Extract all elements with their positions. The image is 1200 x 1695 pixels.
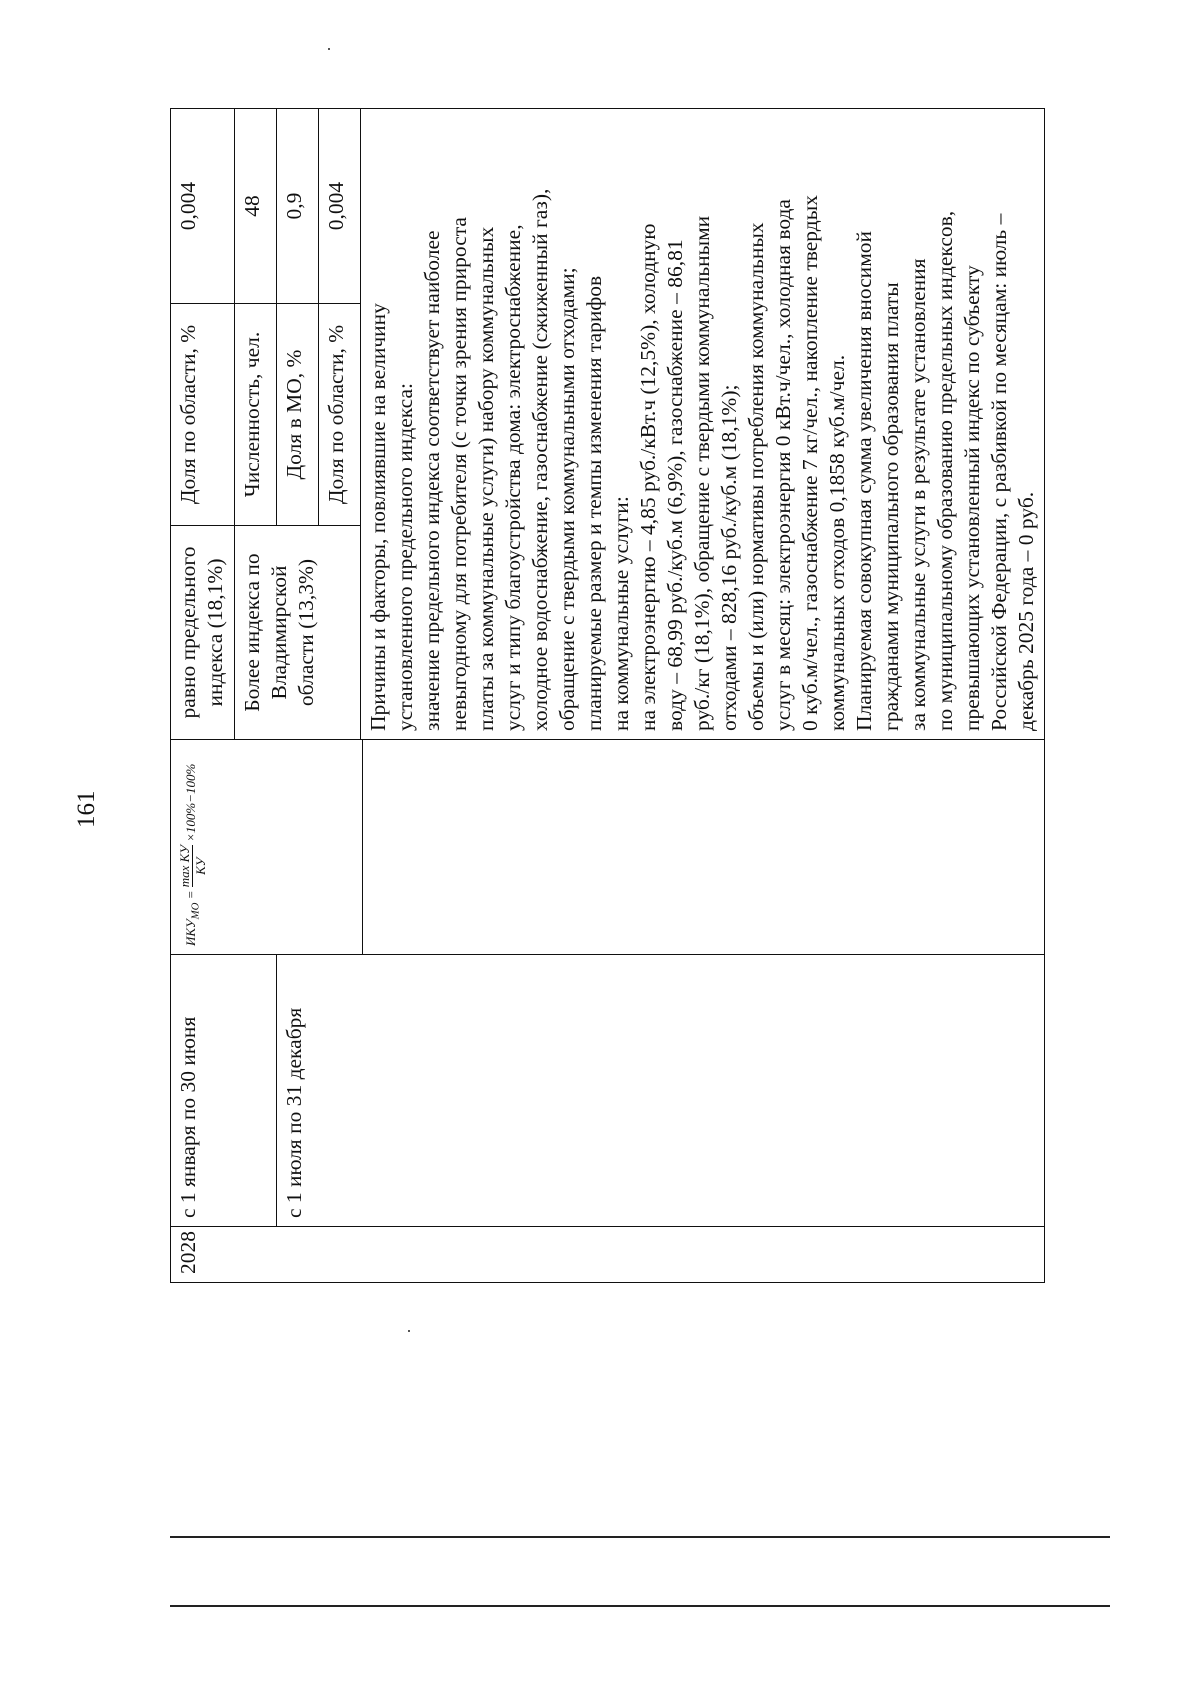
row-more-metric: Доля в МО, % [277, 304, 319, 526]
reasons-text [365, 117, 1040, 731]
reasons-line: значение предельного индекса соответствует наиболее [420, 230, 444, 731]
reasons-line: на коммунальные услуги: [609, 496, 633, 731]
divider-line [170, 1536, 1110, 1538]
reasons-line: обращение с твердыми коммунальными отходами; [555, 267, 579, 731]
formula-denominator: КУ [192, 857, 208, 875]
formula: $ИКУ_{МО}$ = max КУ КУ ×100%−100% [176, 763, 208, 946]
reasons-line: декабрь 2025 года – 0 руб. [1014, 491, 1038, 731]
reasons-line: услуг в месяц: электроэнергия 0 кВт.ч/чел., холодная вода [771, 199, 795, 731]
formula-cell-empty [363, 740, 1045, 955]
reasons-line: коммунальных отходов 0,1858 куб.м/чел. [825, 354, 849, 731]
reasons-line: установленного предельного индекса: [393, 383, 417, 731]
row-more-metric: Численность, чел. [235, 304, 277, 526]
reasons-line: холодное водоснабжение, газоснабжение (сжиженный газ), [528, 188, 552, 731]
scan-speck [328, 48, 330, 50]
reasons-line: платы за коммунальные услуги) набору коммунальных [474, 226, 498, 731]
table-row [171, 109, 235, 1283]
row-more-value: 0,9 [277, 109, 319, 304]
row-equal-label: равно предельного индекса (18,1%) [171, 526, 235, 740]
reasons-line: по муниципальному образованию предельных индексов, [933, 210, 957, 731]
row-more-metric: Доля по области, % [319, 304, 361, 526]
year-cell: 2028 [171, 1227, 1045, 1283]
rotated-table-container [170, 108, 1110, 1283]
reasons-line: отходами – 828,16 руб./куб.м (18,1%); [717, 384, 741, 731]
row-more-value: 48 [235, 109, 277, 304]
period-second-cell: с 1 июля по 31 декабря [277, 955, 1045, 1227]
reasons-line: воду – 68,99 руб./куб.м (6,9%), газоснабжение – 86,81 [663, 239, 687, 731]
reasons-line: Российской Федерации, с разбивкой по месяцам: июль – [987, 213, 1011, 731]
reasons-line: Причины и факторы, повлиявшие на величину [366, 303, 390, 731]
reasons-line: Планируемая совокупная сумма увеличения вносимой [852, 230, 876, 731]
reasons-line: превышающих установленный индекс по субъекту [960, 265, 984, 731]
row-equal-value: 0,004 [171, 109, 235, 304]
reasons-line: на электроэнергию – 4,85 руб./кВт.ч (12,5%), холодную [636, 223, 660, 731]
reasons-line: невыгодному для потребителя (с точки зрения прироста [447, 217, 471, 731]
formula-numerator: max КУ [176, 845, 192, 888]
divider-line [170, 1605, 1110, 1607]
row-equal-metric: Доля по области, % [171, 304, 235, 526]
page-number: 161 [73, 790, 100, 828]
period-first-cell: с 1 января по 30 июня [171, 955, 277, 1227]
scan-speck [408, 1330, 410, 1332]
formula-fraction [177, 845, 208, 887]
formula-tail: ×100%−100% [183, 763, 198, 842]
reasons-line: за коммунальные услуги в результате установления [906, 258, 930, 731]
reasons-line: гражданами муниципального образования платы [879, 282, 903, 731]
tariff-index-table [170, 108, 1045, 1283]
reasons-cell [361, 109, 1045, 740]
formula-cell [171, 740, 363, 955]
formula-lhs: ИКУ [183, 919, 198, 946]
reasons-line: объемы и (или) нормативы потребления коммунальных [744, 222, 768, 731]
reasons-line: услуг и типу благоустройства дома: электроснабжение, [501, 224, 525, 731]
row-more-label: Более индекса по Владимирской области (13,3%) [235, 526, 361, 740]
row-more-value: 0,004 [319, 109, 361, 304]
reasons-line: руб./кг (18,1%), обращение с твердыми коммунальными [690, 215, 714, 731]
reasons-line: планируемые размер и темпы изменения тарифов [582, 275, 606, 731]
reasons-line: 0 куб.м/чел., газоснабжение 7 кг/чел., накопление твердых [798, 195, 822, 731]
